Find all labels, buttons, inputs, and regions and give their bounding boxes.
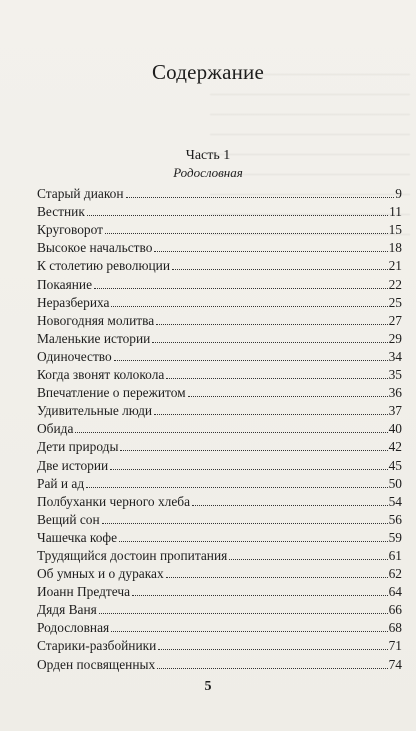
toc-entry	[37, 184, 402, 202]
toc-entry	[37, 582, 402, 600]
toc-leader-dots	[102, 523, 388, 524]
toc-leader-dots	[154, 251, 387, 252]
toc-entry-title: Высокое начальство	[37, 240, 153, 256]
toc-entry-title: Удивительные люди	[37, 403, 153, 419]
toc-leader-dots	[126, 197, 395, 198]
toc-entry-page: 64	[388, 584, 402, 600]
toc-entry	[37, 510, 402, 528]
toc-entry-title: Полбуханки черного хлеба	[37, 493, 191, 509]
toc-entry-title: К столетию революции	[37, 258, 170, 274]
toc-entry-page: 56	[388, 511, 402, 527]
toc-entry-title: Неразбериха	[37, 294, 110, 310]
toc-entry	[37, 528, 402, 546]
part-subtitle: Родословная	[173, 165, 243, 180]
toc-entry	[37, 618, 402, 636]
toc-entry-page: 59	[388, 529, 402, 545]
toc-entry-page: 61	[388, 547, 402, 563]
toc-entry	[37, 347, 402, 365]
toc-entry-title: Когда звонят колокола	[37, 367, 165, 383]
toc-entry-title: Обида	[37, 421, 74, 437]
toc-entry-page: 11	[389, 204, 402, 220]
toc-leader-dots	[192, 505, 388, 506]
toc-leader-dots	[119, 541, 388, 542]
toc-entry	[37, 654, 402, 672]
toc-entry	[37, 238, 402, 256]
toc-entry	[37, 636, 402, 654]
toc-entry-title: Вещий сон	[37, 511, 100, 527]
toc-leader-dots	[111, 306, 387, 307]
toc-entry-page: 35	[388, 367, 402, 383]
toc-entry-title: Трудящийся достоин пропитания	[37, 547, 228, 563]
toc-entry	[37, 220, 402, 238]
toc-leader-dots	[156, 324, 387, 325]
toc-entry	[37, 455, 402, 473]
toc-entry	[37, 546, 402, 564]
toc-leader-dots	[152, 342, 387, 343]
toc-entry-title: Новогодняя молитва	[37, 312, 155, 328]
toc-leader-dots	[114, 360, 388, 361]
toc-entry-page: 22	[388, 276, 402, 292]
toc-leader-dots	[166, 378, 387, 379]
toc-entry-page: 27	[388, 312, 402, 328]
toc-leader-dots	[157, 668, 387, 669]
toc-entry-title: Две истории	[37, 457, 109, 473]
toc-entry-title: Старики-разбойники	[37, 638, 157, 654]
table-of-contents	[37, 184, 402, 673]
toc-leader-dots	[120, 450, 387, 451]
toc-entry	[37, 564, 402, 582]
toc-entry	[37, 329, 402, 347]
toc-entry-title: Старый диакон	[37, 186, 124, 202]
toc-leader-dots	[94, 288, 388, 289]
toc-entry-page: 54	[388, 493, 402, 509]
toc-entry	[37, 202, 402, 220]
toc-entry	[37, 383, 402, 401]
toc-entry-title: Впечатление о пережитом	[37, 385, 186, 401]
toc-entry-page: 40	[388, 421, 402, 437]
toc-entry	[37, 256, 402, 274]
toc-entry-title: Вестник	[37, 204, 85, 220]
toc-entry-title: Родословная	[37, 620, 110, 636]
toc-entry	[37, 419, 402, 437]
page-number: 5	[204, 679, 212, 694]
toc-entry-page: 66	[388, 602, 402, 618]
toc-leader-dots	[111, 631, 387, 632]
toc-entry-page: 50	[388, 475, 402, 491]
toc-entry-page: 37	[388, 403, 402, 419]
toc-entry-page: 21	[388, 258, 402, 274]
toc-entry-title: Иоанн Предтеча	[37, 584, 131, 600]
toc-entry-page: 45	[388, 457, 402, 473]
toc-leader-dots	[75, 432, 387, 433]
toc-entry-page: 29	[388, 330, 402, 346]
toc-leader-dots	[154, 414, 388, 415]
toc-entry	[37, 311, 402, 329]
toc-entry-page: 71	[388, 638, 402, 654]
toc-entry-title: Дети природы	[37, 439, 119, 455]
toc-leader-dots	[132, 595, 388, 596]
toc-entry-title: Круговорот	[37, 222, 103, 238]
toc-leader-dots	[172, 269, 388, 270]
toc-entry-page: 74	[388, 656, 402, 672]
toc-entry-page: 36	[388, 385, 402, 401]
toc-entry-page: 42	[388, 439, 402, 455]
toc-entry	[37, 293, 402, 311]
toc-entry-page: 9	[395, 186, 402, 202]
toc-leader-dots	[158, 649, 387, 650]
toc-entry-page: 34	[388, 348, 402, 364]
toc-leader-dots	[166, 577, 388, 578]
toc-entry-page: 68	[388, 620, 402, 636]
toc-entry-title: Рай и ад	[37, 475, 85, 491]
toc-leader-dots	[110, 469, 387, 470]
toc-entry	[37, 274, 402, 292]
toc-entry-title: Маленькие истории	[37, 330, 151, 346]
toc-entry-title: Одиночество	[37, 348, 112, 364]
toc-entry	[37, 492, 402, 510]
toc-entry	[37, 437, 402, 455]
toc-entry-page: 18	[388, 240, 402, 256]
part-heading: Часть 1	[185, 148, 231, 163]
toc-leader-dots	[188, 396, 388, 397]
toc-entry	[37, 600, 402, 618]
toc-leader-dots	[87, 215, 388, 216]
toc-entry-title: Об умных и о дураках	[37, 566, 164, 582]
toc-leader-dots	[229, 559, 387, 560]
toc-leader-dots	[86, 487, 387, 488]
toc-entry	[37, 474, 402, 492]
toc-entry-page: 62	[388, 566, 402, 582]
toc-entry-title: Орден посвященных	[37, 656, 156, 672]
toc-entry-title: Дядя Ваня	[37, 602, 97, 618]
toc-entry	[37, 365, 402, 383]
toc-entry-page: 25	[388, 294, 402, 310]
page-title: Содержание	[151, 60, 265, 84]
toc-leader-dots	[105, 233, 388, 234]
toc-entry	[37, 401, 402, 419]
toc-entry-title: Покаяние	[37, 276, 93, 292]
toc-entry-title: Чашечка кофе	[37, 529, 118, 545]
toc-leader-dots	[99, 613, 388, 614]
toc-entry-page: 15	[388, 222, 402, 238]
